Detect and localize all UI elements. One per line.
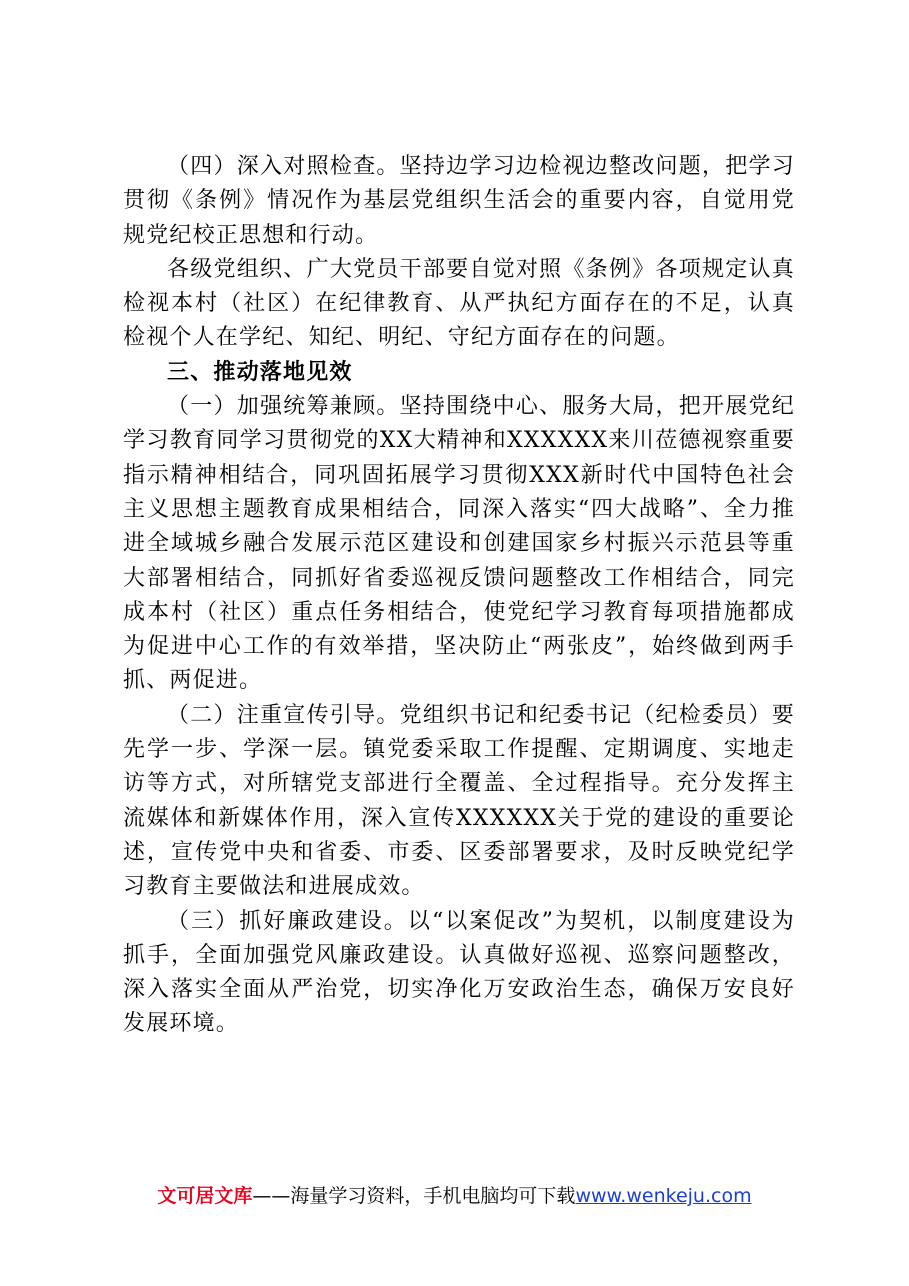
section-heading: 三、推动落地见效 — [167, 359, 353, 385]
footer-site-link[interactable]: www.wenkeju.com — [575, 1185, 752, 1207]
paragraph-self-inspection: （四）深入对照检查。坚持边学习边检视边整改问题，把学习贯彻《条例》情况作为基层党组织生活会的重要内容，自觉用党规党纪校正思想和行动。 — [123, 154, 795, 248]
paragraph-party-organizations: 各级党组织、广大党员干部要自觉对照《条例》各项规定认真检视本村（社区）在纪律教育、从严执纪方面存在的不足，认真检视个人在学纪、知纪、明纪、守纪方面存在的问题。 — [123, 256, 795, 351]
paragraph-coordination: （一）加强统筹兼顾。坚持围绕中心、服务大局，把开展党纪学习教育同学习贯彻党的XX大精神和XXXXXX来川莅德视察重要指示精神相结合，同巩固拓展学习贯彻XXX新时代中国特色社会主义思想主题教育成果相结合，同深入落实“四大战略”、全力推进全域城乡融合发展示范区建设和创建国家乡村振兴示范县等重大部署相结合，同抓好省委巡视反馈问题整改工作相结合，同完成本村（社区）重点任务相结合，使党纪学习教育每项措施都成为促进中心工作的有效举措，坚决防止“两张皮”，始终做到两手抓、两促进。 — [123, 394, 795, 694]
paragraph-publicity: （二）注重宣传引导。党组织书记和纪委书记（纪检委员）要先学一步、学深一层。镇党委采取工作提醒、定期调度、实地走访等方式，对所辖党支部进行全覆盖、全过程指导。充分发挥主流媒体和新媒体作用，深入宣传XXXXXX关于党的建设的重要论述，宣传党中央和省委、市委、区委部署要求，及时反映党纪学习教育主要做法和进展成效。 — [123, 702, 795, 900]
document-body — [123, 150, 795, 1042]
footer-brand: 文可居文库 — [157, 1185, 253, 1207]
footer-banner — [0, 1183, 909, 1209]
paragraph-integrity: （三）抓好廉政建设。以“以案促改”为契机，以制度建设为抓手，全面加强党风廉政建设。认真做好巡视、巡察问题整改，深入落实全面从严治党，切实净化万安政治生态，确保万安良好发展环境。 — [123, 908, 795, 1037]
footer-slogan: ——海量学习资料，手机电脑均可下载 — [252, 1185, 576, 1207]
